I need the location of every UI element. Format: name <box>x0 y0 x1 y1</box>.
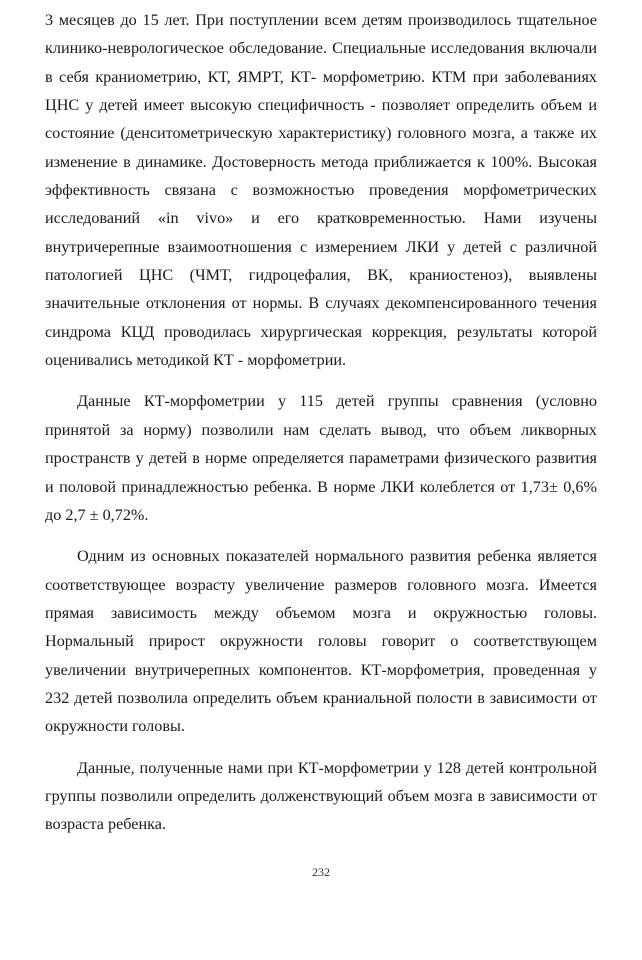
paragraph-brain-development: Одним из основных показателей нормального развития ребенка является соответствующее возрасту увеличение размеров головного мозга. Имеется прямая зависимость между объемом мозга и окружностью головы. Нормальный прирост окружности головы говорит о соответствующем увеличении внутричерепных компонентов. КТ-морфометрия, проведенная у 232 детей позволила определить объем краниальной полости в зависимости от окружности головы. <box>45 547 597 736</box>
paragraph-comparison-group: Данные КТ-морфометрии у 115 детей группы сравнения (условно принятой за норму) позволили нам сделать вывод, что объем ликворных пространств у детей в норме определяется параметрами физического развития и половой принадлежностью ребенка. В норме ЛКИ колеблется от 1,73± 0,6% до 2,7 ± 0,72%. <box>45 392 597 524</box>
body-text <box>45 6 597 839</box>
page-number: 232 <box>312 865 330 879</box>
paragraph-control-group: Данные, полученные нами при КТ-морфометрии у 128 детей контрольной группы позволили определить долженствующий объем мозга в зависимости от возраста ребенка. <box>45 758 597 834</box>
paragraph-methods: 3 месяцев до 15 лет. При поступлении всем детям производилось тщательное клинико-неврологическое обследование. Специальные исследования включали в себя краниометрию, КТ, ЯМРТ, КТ- морфометрию. КТМ при заболеваниях ЦНС у детей имеет высокую специфичность - позволяет определить объем и состояние (денситометрическую характеристику) головного мозга, а также их изменение в динамике. Достоверность метода приближается к 100%. Высокая эффективность связана с возможностью проведения морфометрических исследований «in vivo» и его кратковременностью. Нами изучены внутричерепные взаимоотношения с измерением ЛКИ у детей с различной патологией ЦНС (ЧМТ, гидроцефалия, ВК, краниостеноз), выявлены значительные отклонения от нормы. В случаях декомпенсированного течения синдрома КЦД проводилась хирургическая коррекция, результаты которой оценивались методикой КТ - морфометрии. <box>45 11 597 370</box>
paragraph-gap <box>45 529 597 542</box>
paragraph-gap <box>45 741 597 754</box>
paragraph-gap <box>45 374 597 387</box>
